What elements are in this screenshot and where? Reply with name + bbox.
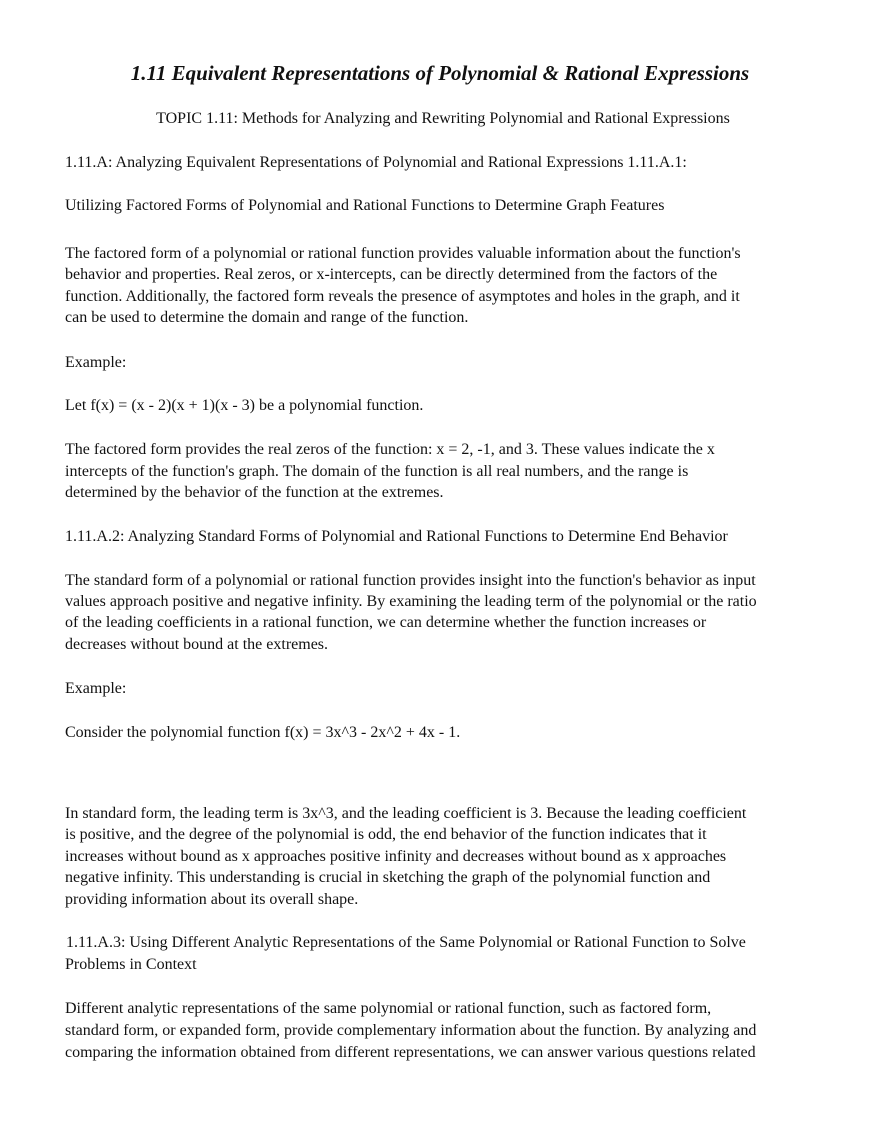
page-title: 1.11 Equivalent Representations of Polynomial & Rational Expressions (130, 61, 750, 85)
topic-heading: TOPIC 1.11: Methods for Analyzing and Rewriting Polynomial and Rational Expressions (156, 110, 730, 127)
text-line: is positive, and the degree of the polynomial is odd, the end behavior of the function indicates that it (65, 826, 707, 843)
text-line: The factored form provides the real zeros of the function: x = 2, -1, and 3. These values indicate the x (65, 441, 715, 458)
text-line: increases without bound as x approaches positive infinity and decreases without bound as x approaches (65, 848, 727, 865)
text-line: The factored form of a polynomial or rational function provides valuable information about the function's (65, 245, 741, 262)
section-heading-1-11-a-2: 1.11.A.2: Analyzing Standard Forms of Polynomial and Rational Functions to Determine End Behavior (65, 528, 728, 545)
text-line: of the leading coefficients in a rational function, we can determine whether the function increases or (65, 614, 707, 631)
text-line: Problems in Context (65, 956, 197, 973)
section-heading-1-11-a-1: Utilizing Factored Forms of Polynomial and Rational Functions to Determine Graph Features (65, 197, 665, 214)
example-label: Example: (65, 354, 127, 371)
text-line: providing information about its overall shape. (65, 891, 359, 908)
section-heading-1-11-a: 1.11.A: Analyzing Equivalent Representations of Polynomial and Rational Expressions 1.11.A.1: (65, 154, 687, 171)
text-line: comparing the information obtained from different representations, we can answer various questions related (65, 1044, 756, 1061)
text-line: function. Additionally, the factored form reveals the presence of asymptotes and holes in the graph, and it (65, 288, 740, 305)
text-line: negative infinity. This understanding is crucial in sketching the graph of the polynomial function and (65, 869, 711, 886)
text-line: 1.11.A.3: Using Different Analytic Representations of the Same Polynomial or Rational Function to Solve (66, 934, 746, 951)
text-line: values approach positive and negative infinity. By examining the leading term of the polynomial or the ratio (65, 593, 757, 610)
example-text: Let f(x) = (x - 2)(x + 1)(x - 3) be a polynomial function. (65, 397, 424, 414)
text-line: The standard form of a polynomial or rational function provides insight into the function's behavior as input (65, 572, 756, 589)
text-line: In standard form, the leading term is 3x^3, and the leading coefficient is 3. Because the leading coefficient (65, 805, 747, 822)
text-line: behavior and properties. Real zeros, or x-intercepts, can be directly determined from the factors of the (65, 266, 718, 283)
text-line: intercepts of the function's graph. The domain of the function is all real numbers, and the range is (65, 463, 689, 480)
text-line: Different analytic representations of the same polynomial or rational function, such as factored form, (65, 1000, 712, 1017)
text-line: decreases without bound at the extremes. (65, 636, 329, 653)
example-label: Example: (65, 680, 127, 697)
text-line: can be used to determine the domain and range of the function. (65, 309, 469, 326)
text-line: standard form, or expanded form, provide complementary information about the function. By analyzing and (65, 1022, 757, 1039)
example-text: Consider the polynomial function f(x) = 3x^3 - 2x^2 + 4x - 1. (65, 724, 461, 741)
text-line: determined by the behavior of the function at the extremes. (65, 484, 444, 501)
